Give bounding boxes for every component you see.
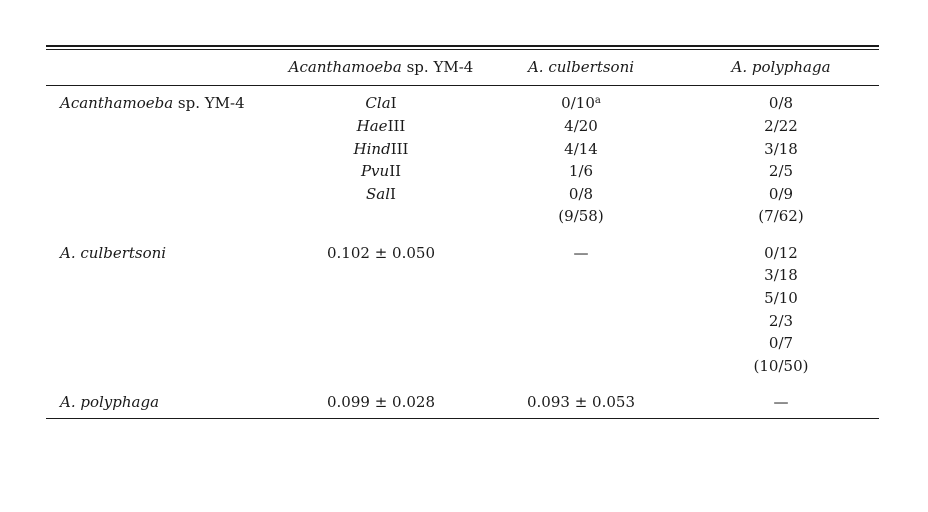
enzyme-hae: HaeIII bbox=[356, 117, 406, 135]
footnote-marker: a bbox=[594, 95, 601, 106]
cell-r1-poly-4: 0/9 bbox=[768, 185, 794, 203]
cell-r1-poly-3: 2/5 bbox=[768, 162, 794, 180]
enzyme-pvu: PvuII bbox=[360, 162, 402, 180]
cell-r1-culb-total: (9/58) bbox=[558, 207, 604, 225]
cell-r2-culb: — bbox=[573, 244, 589, 262]
cell-r1-culb-1: 4/20 bbox=[564, 117, 598, 135]
cell-r2-poly-3: 2/3 bbox=[768, 312, 794, 330]
cell-r2-ym4: 0.102 ± 0.050 bbox=[327, 244, 435, 262]
row-label-acanthamoeba-ym4: Acanthamoeba sp. YM-4 bbox=[60, 94, 245, 112]
header-rule bbox=[46, 85, 879, 86]
cell-r3-poly: — bbox=[773, 393, 789, 411]
cell-r2-poly-1: 3/18 bbox=[764, 266, 798, 284]
enzyme-sal: SalI bbox=[366, 185, 396, 203]
header-col-acanthamoeba-ym4: Acanthamoeba sp. YM-4 bbox=[288, 58, 474, 76]
cell-r3-culb: 0.093 ± 0.053 bbox=[527, 393, 635, 411]
cell-r1-culb-3: 1/6 bbox=[568, 162, 594, 180]
row-label-culbertsoni: A. culbertsoni bbox=[60, 244, 167, 262]
header-col-culbertsoni: A. culbertsoni bbox=[527, 58, 635, 76]
cell-r1-culb-2: 4/14 bbox=[564, 140, 598, 158]
cell-r2-poly-total: (10/50) bbox=[753, 357, 809, 375]
enzyme-hind: HindIII bbox=[353, 140, 409, 158]
cell-r1-poly-total: (7/62) bbox=[758, 207, 804, 225]
cell-r1-poly-2: 3/18 bbox=[764, 140, 798, 158]
cell-r2-poly-0: 0/12 bbox=[764, 244, 798, 262]
enzyme-cla: ClaI bbox=[365, 94, 397, 112]
header-col-polyphaga: A. polyphaga bbox=[731, 58, 831, 76]
cell-r1-poly-0: 0/8 bbox=[768, 94, 794, 112]
cell-r1-poly-1: 2/22 bbox=[764, 117, 798, 135]
cell-r1-culb-4: 0/8 bbox=[568, 185, 594, 203]
cell-r3-ym4: 0.099 ± 0.028 bbox=[327, 393, 435, 411]
top-rule-thick bbox=[46, 45, 879, 47]
cell-r2-poly-4: 0/7 bbox=[768, 334, 794, 352]
cell-r2-poly-2: 5/10 bbox=[764, 289, 798, 307]
bottom-rule bbox=[46, 418, 879, 419]
row-label-polyphaga: A. polyphaga bbox=[60, 393, 160, 411]
cell-r1-culb-0: 0/10$^a$ bbox=[561, 94, 601, 112]
top-rule-thin bbox=[46, 49, 879, 50]
